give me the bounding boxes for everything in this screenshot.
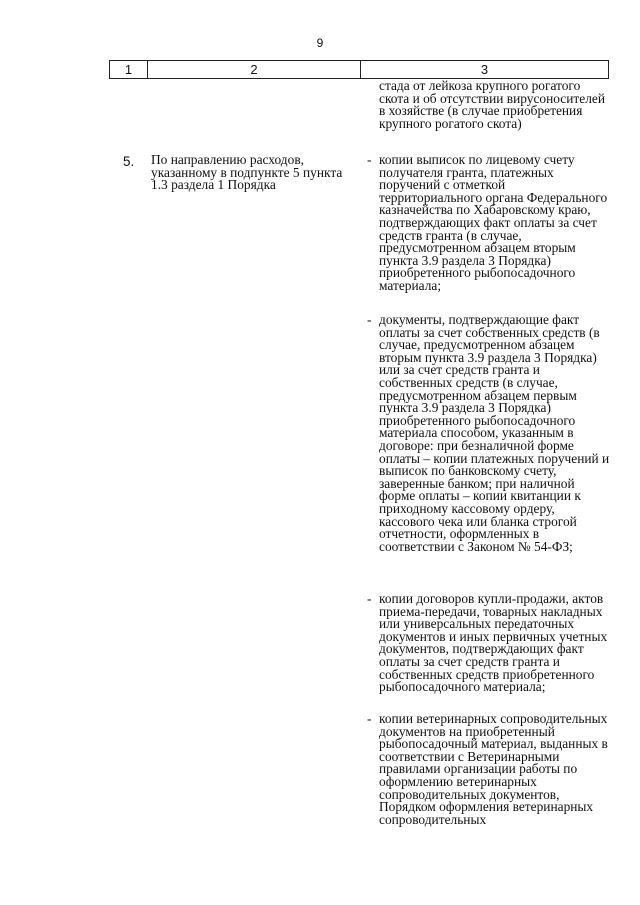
table-header [109,60,609,79]
header-col-2: 2 [148,61,361,78]
continuation-text: стада от лейкоза крупного рогатого скота и об отсутствии вирусоносителей в хозяйстве (в случае приобретения крупного рогатого скота) [379,78,606,131]
list-dash: - [367,591,372,606]
list-dash: - [367,152,372,167]
document-item-text: копии договоров купли-продажи, актов приема-передачи, товарных накладных или универсальных передаточных документов и иных первичных учетных документов, подтверждающих факт оплаты за счет средств гранта и собственных средств приобретенного рыбопосадочного материала; [379,591,608,695]
document-item [367,713,611,826]
document-item [367,154,611,293]
page-number: 9 [316,36,324,50]
document-item-text: копии ветеринарных сопроводительных документов на приобретенный рыбопосадочный материал, выданных в соответствии с Ветеринарными правилами организации работы по оформлению ветеринарных сопроводительных документов, Порядком оформления ветеринарных сопроводительных [379,711,608,827]
list-dash: - [367,312,372,327]
document-item-text: копии выписок по лицевому счету получателя гранта, платежных поручений с отметкой территориального органа Федерального казначейства по Хабаровскому краю, подтверждающих факт оплаты за счет средств гранта (в случае, предусмотренном абзацем вторым пункта 3.9 раздела 3 Порядка) приобретенного рыбопосадочного материала; [379,152,608,293]
document-item [367,314,611,553]
list-dash: - [367,711,372,726]
document-item [367,593,611,694]
row-direction: По направлению расходов, указанному в подпункте 5 пункта 1.3 раздела 1 Порядка [151,152,343,193]
row-number: 5. [123,154,135,169]
document-item-text: документы, подтверждающие факт оплаты за счет собственных средств (в случае, предусмотренном абзацем вторым пункта 3.9 раздела 3 Порядка) или за счет средств гранта и собственных средств (в случае, предусмотренном абзацем первым пункта 3.9 раздела 3 Порядка) приобретенного рыбопосадочного материала способом, указанным в договоре: при безналичной форме оплаты – копии платежных поручений и выписок по банковскому счету, заверенные банком; при наличной форме оплаты – копии квитанции к приходному кассовому ордеру, кассового чека или бланка строгой отчетности, оформленных в соответствии с Законом № 54-ФЗ; [379,312,610,554]
header-col-1: 1 [110,61,148,78]
header-col-3: 3 [480,62,489,77]
